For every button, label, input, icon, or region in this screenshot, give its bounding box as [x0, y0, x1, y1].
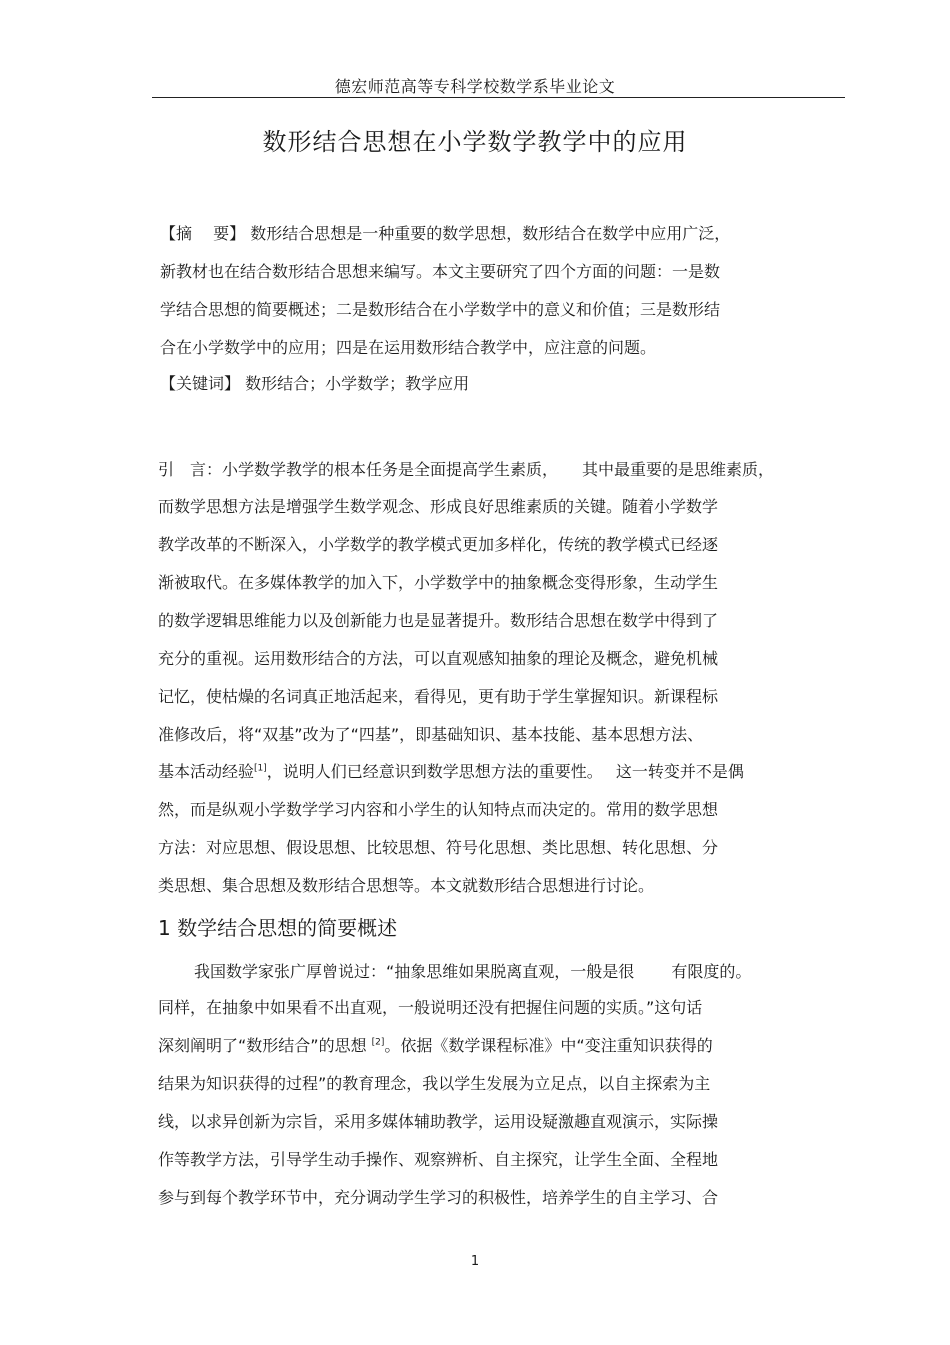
intro-line-9-end: ，说明人们已经意识到数学思想方法的重要性。 这一转变并不是偶	[266, 762, 744, 781]
intro-line-10: 然，而是纵观小学数学学习内容和小学生的认知特点而决定的。常用的数学思想	[158, 800, 719, 819]
intro-line-8: 准修改后，将“双基”改为了“四基”，即基础知识、基本技能、基本思想方法、	[158, 725, 704, 744]
section1-line-3-start: 深刻阐明了“数形结合”的思想	[158, 1036, 372, 1055]
section1-line-2: 同样，在抽象中如果看不出直观，一般说明还没有把握住问题的实质。”这句话	[158, 998, 703, 1017]
citation-2: [2]	[371, 1037, 385, 1048]
intro-line-11: 方法：对应思想、假设思想、比较思想、符号化思想、类比思想、转化思想、分	[158, 838, 719, 857]
page-number: 1	[470, 1254, 480, 1269]
paper-title: 数形结合思想在小学数学教学中的应用	[262, 128, 688, 156]
abstract-line-3: 学结合思想的简要概述；二是数形结合在小学数学中的意义和价值；三是数形结	[160, 300, 721, 319]
section1-line-4: 结果为知识获得的过程”的教育理念，我以学生发展为立足点，以自主探索为主	[158, 1074, 711, 1093]
section1-line-7: 参与到每个教学环节中，充分调动学生学习的积极性，培养学生的自主学习、合	[158, 1188, 719, 1207]
section1-line-5: 线，以求异创新为宗旨，采用多媒体辅助教学，运用设疑激趣直观演示，实际操	[158, 1112, 719, 1131]
section1-line-3-end: 。依据《数学课程标准》中“变注重知识获得的	[384, 1036, 713, 1055]
intro-line-4: 渐被取代。在多媒体教学的加入下，小学数学中的抽象概念变得形象，生动学生	[158, 573, 719, 592]
section-heading-1: 1 数学结合思想的简要概述	[158, 916, 398, 940]
keywords-label: 【关键词】	[160, 374, 241, 393]
intro-line-9	[158, 762, 744, 782]
keywords-text: 数形结合；小学数学；教学应用	[245, 374, 470, 393]
section1-line-1: 我国数学家张广厚曾说过：“抽象思维如果脱离直观，一般是很 有限度的。	[194, 962, 752, 981]
intro-line-9-start: 基本活动经验	[158, 762, 255, 781]
abstract-line-2: 新教材也在结合数形结合思想来编写。本文主要研究了四个方面的问题：一是数	[160, 262, 721, 281]
intro-line-5: 的数学逻辑思维能力以及创新能力也是显著提升。数形结合思想在数学中得到了	[158, 611, 719, 630]
abstract-line-1	[160, 224, 730, 244]
section1-line-6: 作等教学方法，引导学生动手操作、观察辨析、自主探究，让学生全面、全程地	[158, 1150, 719, 1169]
abstract-label: 【摘 要】	[160, 224, 246, 243]
header-rule	[152, 97, 845, 98]
intro-line-2: 而数学思想方法是增强学生数学观念、形成良好思维素质的关键。随着小学数学	[158, 497, 719, 516]
running-header: 德宏师范高等专科学校数学系毕业论文	[334, 77, 616, 96]
section1-line-3	[158, 1036, 713, 1056]
intro-line-7: 记忆，使枯燥的名词真正地活起来，看得见，更有助于学生掌握知识。新课程标	[158, 687, 719, 706]
abstract-line-4: 合在小学数学中的应用；四是在运用数形结合教学中，应注意的问题。	[160, 338, 657, 357]
intro-line-6: 充分的重视。运用数形结合的方法，可以直观感知抽象的理论及概念，避免机械	[158, 649, 719, 668]
intro-line-3: 教学改革的不断深入，小学数学的教学模式更加多样化，传统的教学模式已经逐	[158, 535, 719, 554]
keywords-line	[160, 374, 469, 394]
citation-1: [1]	[254, 763, 267, 774]
abstract-text-1: 数形结合思想是一种重要的数学思想，数形结合在数学中应用广泛，	[250, 224, 731, 243]
intro-line-1: 引 言：小学数学教学的根本任务是全面提高学生素质， 其中最重要的是思维素质，	[158, 460, 775, 479]
intro-line-12: 类思想、集合思想及数形结合思想等。本文就数形结合思想进行讨论。	[158, 876, 655, 895]
